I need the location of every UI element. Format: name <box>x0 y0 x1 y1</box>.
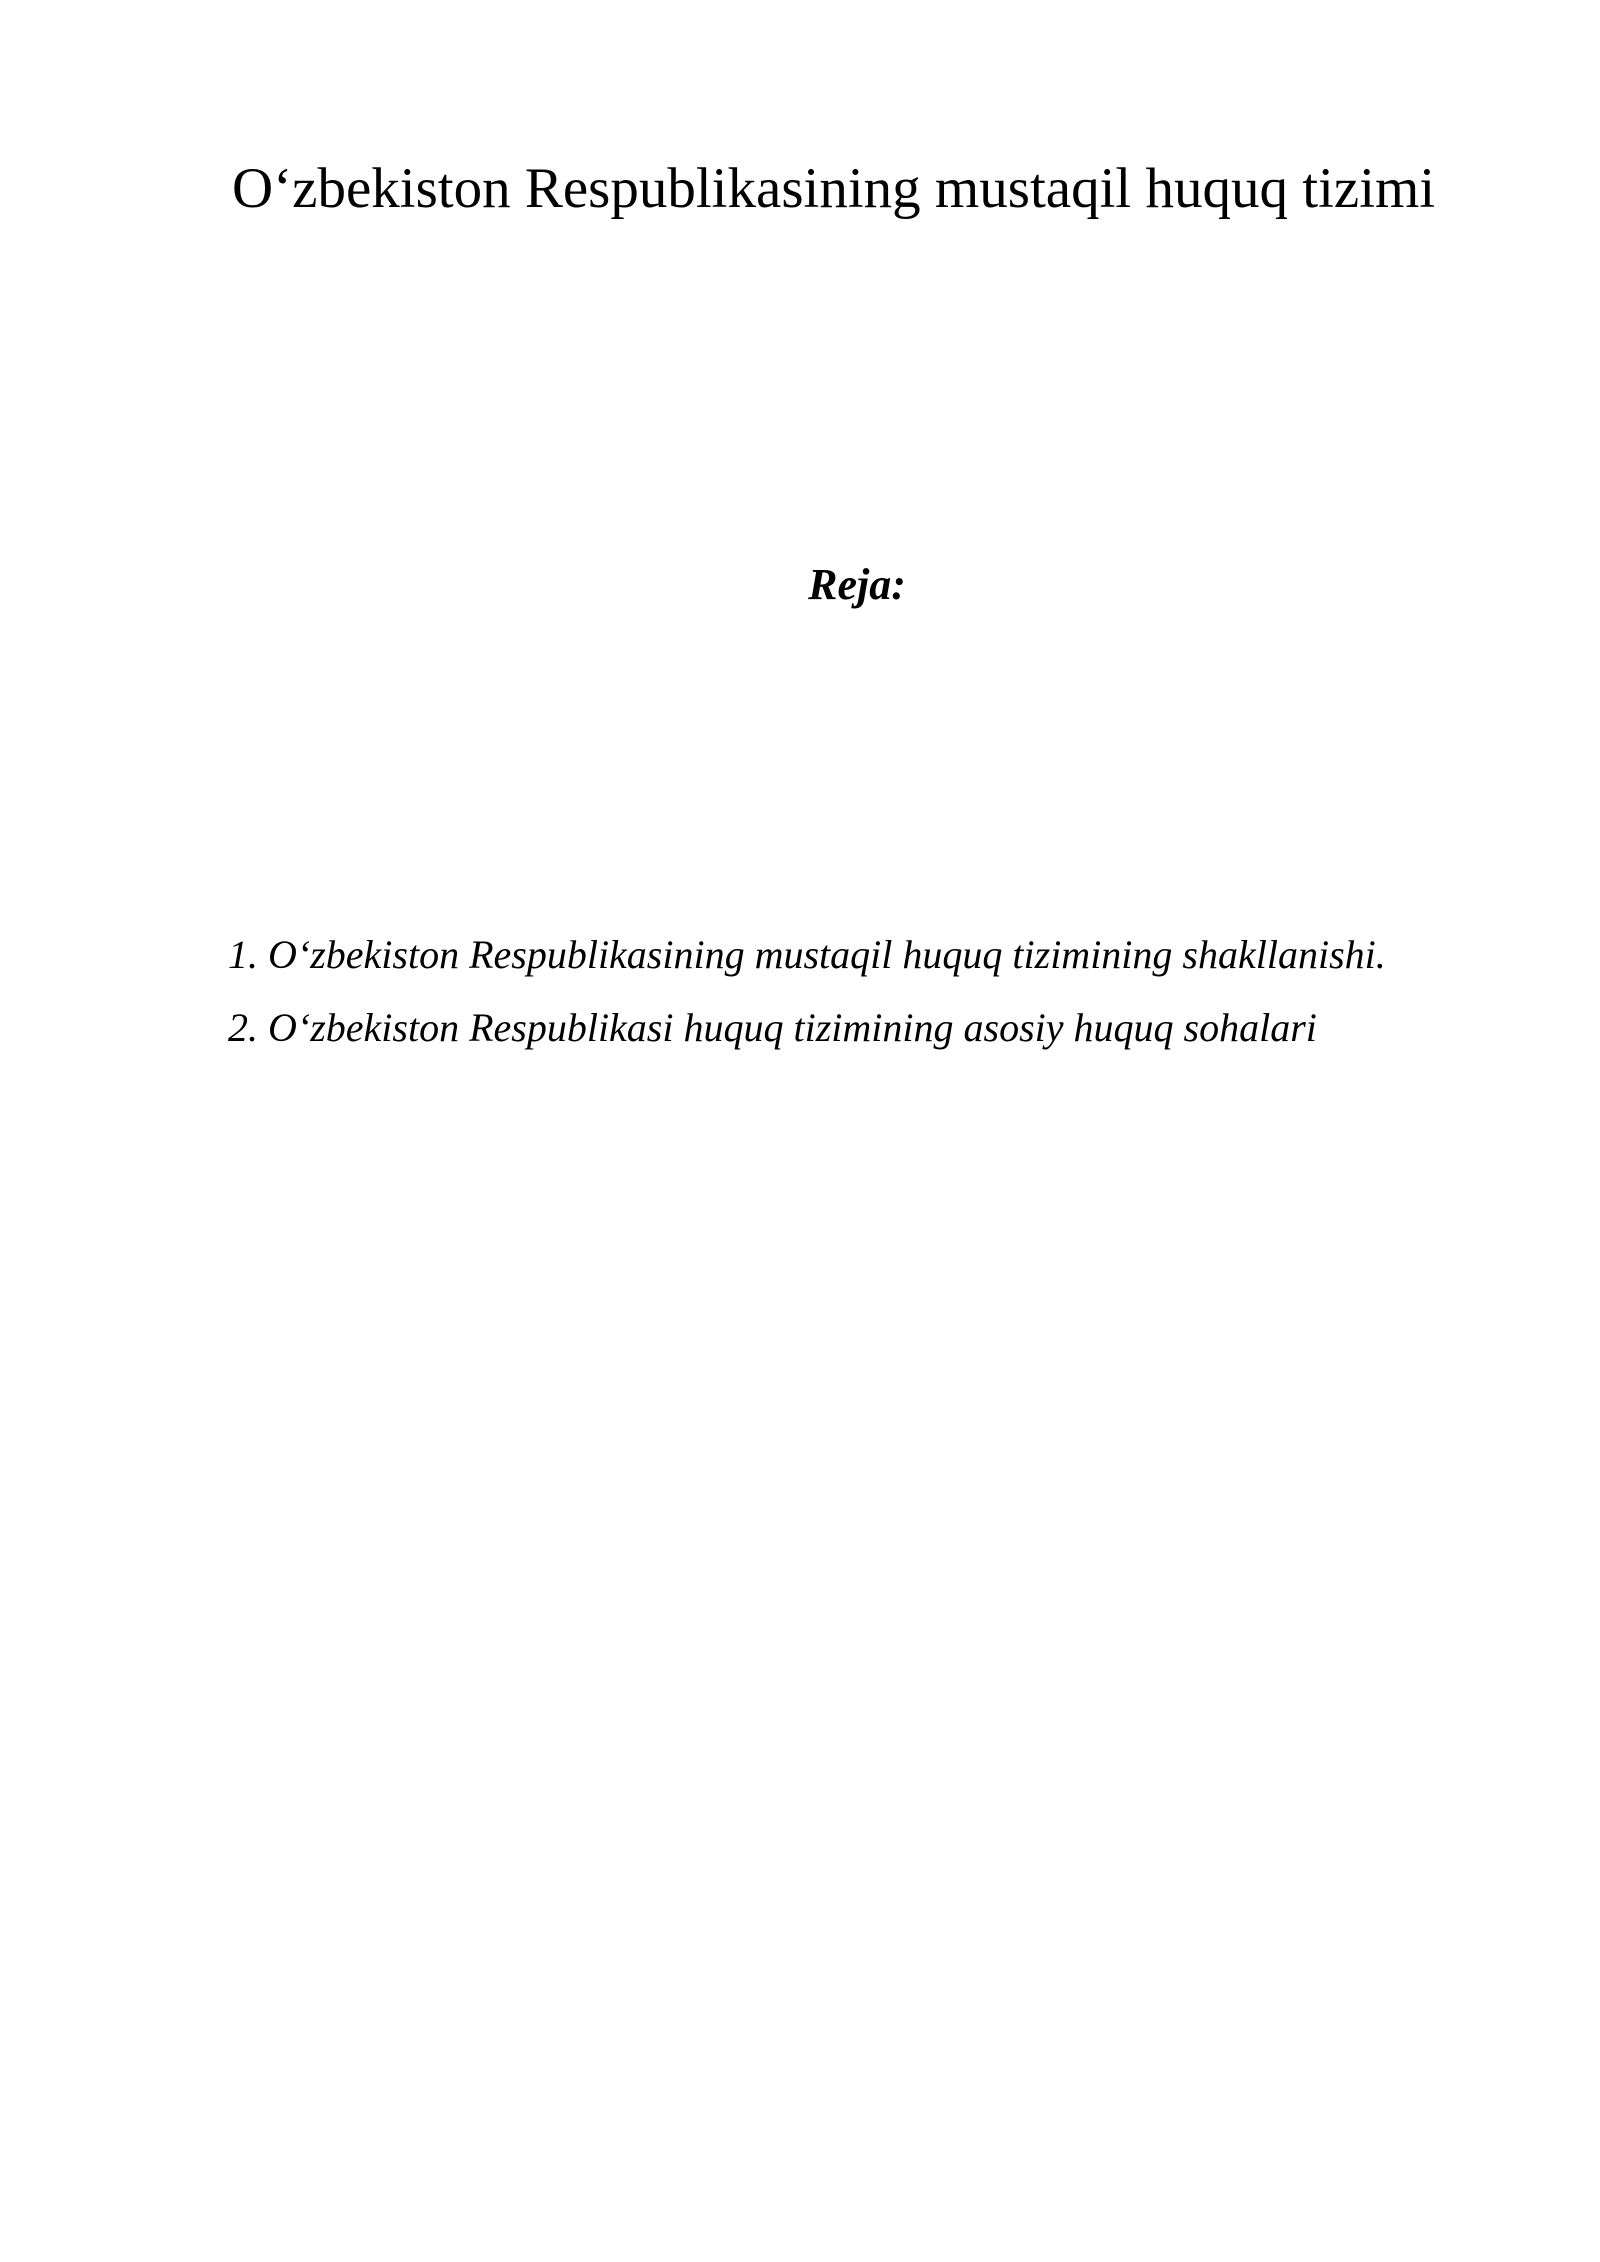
plan-item-number: 1. <box>228 932 258 977</box>
plan-item-text: O‘zbekiston Respublikasining mustaqil huquq tizimining shakllanishi. <box>268 932 1386 977</box>
plan-heading: Reja: <box>808 560 906 609</box>
plan-item-text: O‘zbekiston Respublikasi huquq tizimining asosiy huquq sohalari <box>268 1005 1317 1050</box>
document-title: O‘zbekiston Respublikasining mustaqil huquq tizimi <box>232 157 1436 220</box>
plan-item-2 <box>228 991 1386 1064</box>
plan-item-1 <box>228 918 1386 991</box>
plan-list <box>228 918 1386 1064</box>
plan-item-number: 2. <box>228 1005 258 1050</box>
